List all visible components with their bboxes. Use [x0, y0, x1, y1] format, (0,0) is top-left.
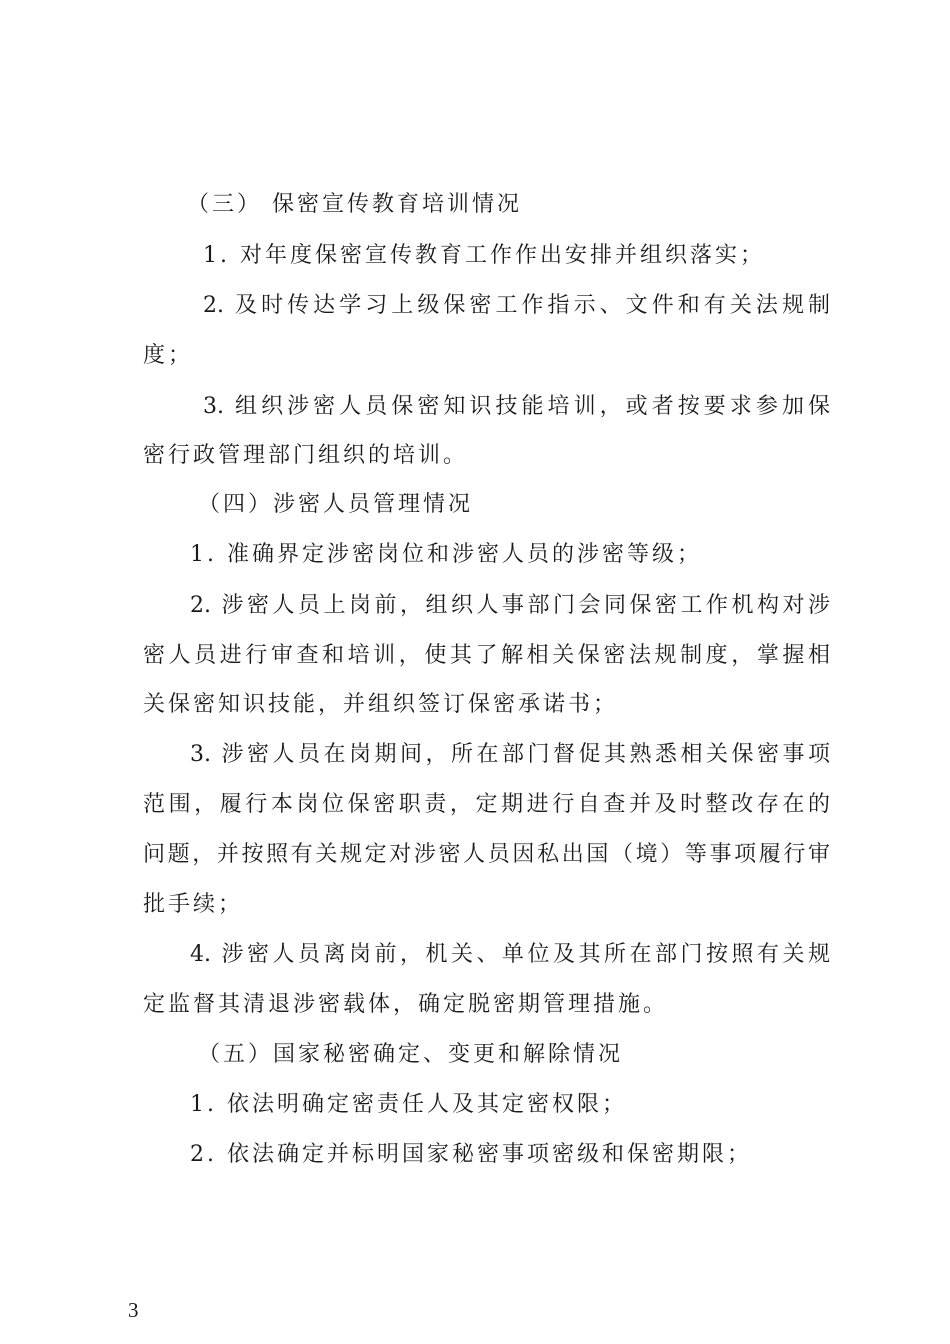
paragraph-line: 问题，并按照有关规定对涉密人员因私出国（境）等事项履行审	[143, 842, 830, 867]
section-heading-4: （四）涉密人员管理情况	[198, 492, 474, 517]
paragraph-line: 2. 依法确定并标明国家秘密事项密级和保密期限；	[190, 1142, 752, 1167]
paragraph-line: 密人员进行审查和培训，使其了解相关保密法规制度，掌握相	[143, 643, 830, 668]
paragraph-line: 2. 及时传达学习上级保密工作指示、文件和有关法规制	[203, 293, 830, 318]
paragraph-line: 4. 涉密人员离岗前，机关、单位及其所在部门按照有关规	[190, 942, 830, 967]
paragraph-line: 范围，履行本岗位保密职责，定期进行自查并及时整改存在的	[143, 792, 830, 817]
paragraph-line: 3. 涉密人员在岗期间，所在部门督促其熟悉相关保密事项	[190, 742, 830, 767]
paragraph-line: 关保密知识技能，并组织签订保密承诺书；	[143, 692, 619, 717]
paragraph-line: 1. 准确界定涉密岗位和涉密人员的涉密等级；	[190, 542, 702, 567]
paragraph-line: 定监督其清退涉密载体，确定脱密期管理措施。	[143, 992, 669, 1017]
paragraph-line: 1. 依法明确定密责任人及其定密权限；	[190, 1092, 627, 1117]
paragraph-line: 密行政管理部门组织的培训。	[143, 443, 469, 468]
paragraph-line: 1. 对年度保密宣传教育工作作出安排并组织落实；	[203, 243, 765, 268]
section-heading-5: （五）国家秘密确定、变更和解除情况	[198, 1042, 624, 1067]
paragraph-line: 3. 组织涉密人员保密知识技能培训，或者按要求参加保	[203, 394, 830, 419]
paragraph-line: 度；	[143, 343, 194, 368]
paragraph-line: 批手续；	[143, 892, 244, 917]
page-number: 3	[128, 1298, 139, 1322]
section-heading-3: （三） 保密宣传教育培训情况	[187, 192, 522, 217]
paragraph-line: 2. 涉密人员上岗前，组织人事部门会同保密工作机构对涉	[190, 593, 830, 618]
